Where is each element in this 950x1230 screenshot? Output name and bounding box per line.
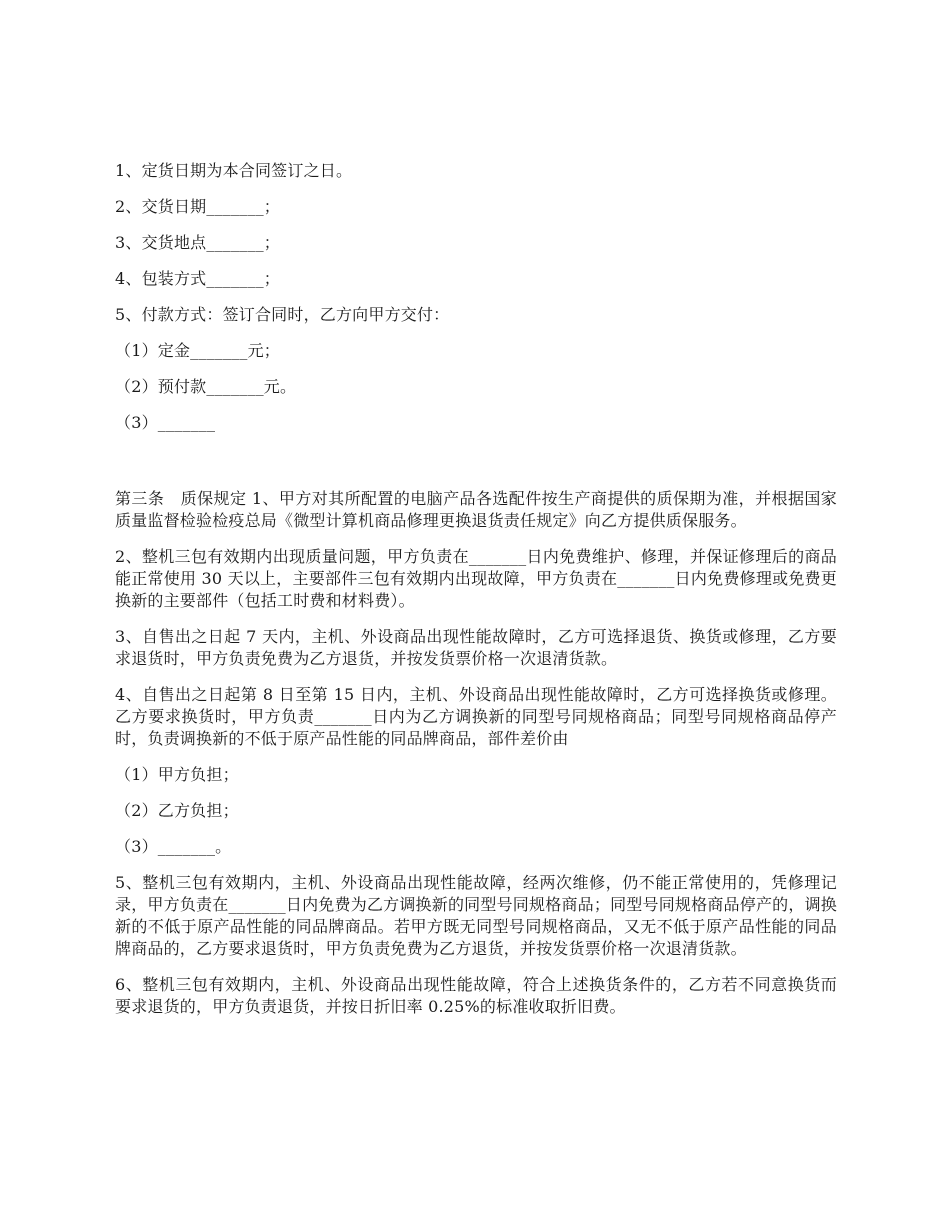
clause-delivery-place: 3、交货地点_______； (115, 233, 280, 252)
clause-payment-method: 5、付款方式：签订合同时，乙方向甲方交付： (115, 305, 450, 324)
warranty-clause-5: 5、整机三包有效期内，主机、外设商品出现性能故障，经两次维修，仍不能正常使用的，凭修理记录，甲方负责在_______日内免费为乙方调换新的同型号同规格商品；同型号同规格商品停产的，调换新的不低于原产品性能的同品牌商品。若甲方既无同型号同规格商品，又无不低于原产品性能的同品牌商品的，乙方要求退货时，甲方负责免费为乙方退货，并按发货票价格一次退清货款。 (115, 873, 837, 958)
clause-order-date: 1、定货日期为本合同签订之日。 (115, 161, 353, 180)
warranty-clause-3: 3、自售出之日起 7 天内，主机、外设商品出现性能故障时，乙方可选择退货、换货或修理，乙方要求退货时，甲方负责免费为乙方退货，并按发货票价格一次退清货款。 (115, 627, 837, 668)
section-gap (115, 448, 837, 488)
clause-packaging: 4、包装方式_______； (115, 269, 280, 288)
cost-option-1: （1）甲方负担； (115, 765, 239, 784)
warranty-clause-2: 2、整机三包有效期内出现质量问题，甲方负责在_______日内免费维护、修理，并保证修理后的商品能正常使用 30 天以上，主要部件三包有效期内出现故障，甲方负责在_______日内免费修理或免费更换新的主要部件（包括工时费和材料费）。 (115, 547, 837, 610)
document-body (115, 160, 837, 1032)
article-three-warranty: 第三条 质保规定 1、甲方对其所配置的电脑产品各选配件按生产商提供的质保期为准，并根据国家质量监督检验检疫总局《微型计算机商品修理更换退货责任规定》向乙方提供质保服务。 (115, 489, 837, 530)
clause-delivery-date: 2、交货日期_______； (115, 197, 280, 216)
warranty-clause-4: 4、自售出之日起第 8 日至第 15 日内，主机、外设商品出现性能故障时，乙方可选择换货或修理。乙方要求换货时，甲方负责_______日内为乙方调换新的同型号同规格商品；同型号同规格商品停产时，负责调换新的不低于原产品性能的同品牌商品，部件差价由 (115, 685, 837, 748)
payment-item-prepayment: （2）预付款_______元。 (115, 377, 297, 396)
cost-option-2: （2）乙方负担； (115, 801, 239, 820)
cost-option-3: （3）_______。 (115, 837, 232, 856)
payment-item-deposit: （1）定金_______元； (115, 341, 280, 360)
payment-item-other: （3）_______ (115, 413, 216, 432)
warranty-clause-6: 6、整机三包有效期内，主机、外设商品出现性能故障，符合上述换货条件的，乙方若不同意换货而要求退货的，甲方负责退货，并按日折旧率 0.25%的标准收取折旧费。 (115, 975, 837, 1016)
